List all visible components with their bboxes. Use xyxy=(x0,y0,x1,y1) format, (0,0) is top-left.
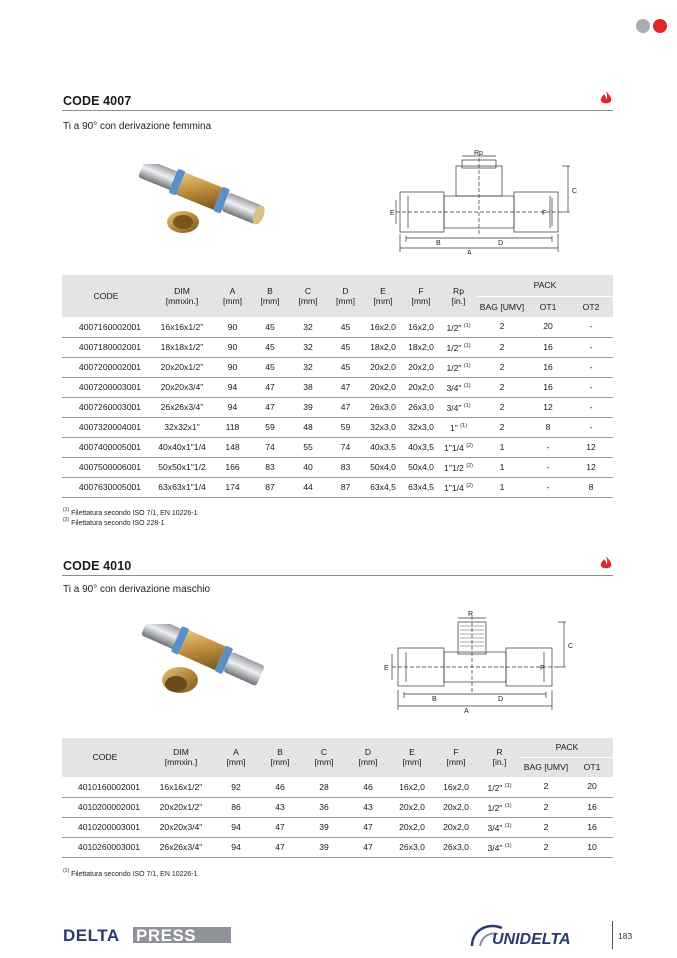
cell-d: 47 xyxy=(327,397,364,417)
cell-d: 87 xyxy=(327,477,364,497)
cell-thread: 1"1/4 $^{(2)}$ xyxy=(440,477,477,497)
svg-text:DELTA: DELTA xyxy=(63,926,120,944)
cell-code: 4007200003001 xyxy=(62,377,150,397)
dim-label-b: B xyxy=(436,240,441,247)
cell-dim: 26x26x3/4" xyxy=(148,837,214,857)
cell-ot2: - xyxy=(569,337,613,357)
footnote: $^{(2)}$ Filettatura secondo ISO 228-1 xyxy=(63,517,165,527)
cell-ot1: 20 xyxy=(527,317,569,337)
cell-d: 59 xyxy=(327,417,364,437)
cell-bag: 2 xyxy=(521,777,571,797)
cell-thread: 3/4" $^{(1)}$ xyxy=(440,397,477,417)
technical-drawing xyxy=(380,610,580,714)
section-title: CODE 4010 xyxy=(63,559,132,573)
cell-f: 16x2,0 xyxy=(434,777,478,797)
cell-e: 26x3,0 xyxy=(364,397,402,417)
dim-label-e: E xyxy=(384,665,389,672)
dim-label-f: F xyxy=(542,210,547,217)
cell-b: 45 xyxy=(251,337,289,357)
cell-code: 4007500006001 xyxy=(62,457,150,477)
cell-bag: 2 xyxy=(477,337,527,357)
col-header-f: F [mm] xyxy=(402,275,440,317)
col-header-c: C [mm] xyxy=(302,738,346,777)
cell-bag: 2 xyxy=(477,377,527,397)
cell-code: 4007200002001 xyxy=(62,357,150,377)
cell-dim: 63x63x1"1/4 xyxy=(150,477,214,497)
cell-a: 166 xyxy=(214,457,251,477)
cell-thread: 1"1/2 $^{(2)}$ xyxy=(440,457,477,477)
cell-bag: 2 xyxy=(477,357,527,377)
cell-e: 16x2,0 xyxy=(364,317,402,337)
cell-f: 63x4,5 xyxy=(402,477,440,497)
cell-d: 47 xyxy=(346,837,390,857)
cell-dim: 26x26x3/4" xyxy=(150,397,214,417)
cell-a: 148 xyxy=(214,437,251,457)
cell-a: 94 xyxy=(214,377,251,397)
cell-thread: 3/4" $^{(1)}$ xyxy=(478,837,521,857)
section-subtitle: Ti a 90° con derivazione maschio xyxy=(63,584,211,595)
cell-a: 90 xyxy=(214,357,251,377)
technical-drawing xyxy=(386,148,578,254)
cell-thread: 1/2" $^{(1)}$ xyxy=(440,317,477,337)
cell-ot2: - xyxy=(569,417,613,437)
cell-bag: 1 xyxy=(477,437,527,457)
cell-c: 28 xyxy=(302,777,346,797)
cell-a: 86 xyxy=(214,797,258,817)
col-header-b: B [mm] xyxy=(258,738,302,777)
dim-label-f: F xyxy=(540,665,545,672)
cell-code: 4010260003001 xyxy=(62,837,148,857)
col-header-ot1: OT1 xyxy=(527,296,569,317)
red-dot-icon xyxy=(653,19,667,33)
cell-d: 43 xyxy=(346,797,390,817)
svg-text:UNIDELTA: UNIDELTA xyxy=(492,931,571,948)
cell-code: 4007320004001 xyxy=(62,417,150,437)
cell-b: 59 xyxy=(251,417,289,437)
cell-b: 74 xyxy=(251,437,289,457)
cell-d: 47 xyxy=(327,377,364,397)
dim-label-c: C xyxy=(572,188,578,195)
cell-dim: 20x20x3/4" xyxy=(150,377,214,397)
cell-code: 4010160002001 xyxy=(62,777,148,797)
footnote: $^{(1)}$ Filettatura secondo ISO 7/1, EN 10226-1 xyxy=(63,868,198,878)
cell-code: 4010200002001 xyxy=(62,797,148,817)
dim-label-top: Rp xyxy=(474,150,483,157)
cell-e: 50x4,0 xyxy=(364,457,402,477)
cell-code: 4007260003001 xyxy=(62,397,150,417)
cell-ot2: 12 xyxy=(569,437,613,457)
cell-ot1: 16 xyxy=(527,337,569,357)
dim-label-a: A xyxy=(464,708,469,714)
col-header-ot1: OT1 xyxy=(571,757,613,777)
cell-f: 18x2,0 xyxy=(402,337,440,357)
cell-f: 50x4,0 xyxy=(402,457,440,477)
cell-e: 32x3,0 xyxy=(364,417,402,437)
cell-f: 20x2,0 xyxy=(434,817,478,837)
table-row xyxy=(62,817,613,837)
svg-text:PRESS: PRESS xyxy=(136,926,197,944)
table-row xyxy=(62,357,613,377)
col-header-e: E [mm] xyxy=(364,275,402,317)
cell-ot1: - xyxy=(527,457,569,477)
cell-b: 47 xyxy=(251,377,289,397)
cell-c: 55 xyxy=(289,437,327,457)
section-divider xyxy=(62,575,613,576)
deltapress-logo xyxy=(63,926,233,949)
dim-label-d: D xyxy=(498,696,504,703)
cell-bag: 2 xyxy=(477,317,527,337)
col-header-code: CODE xyxy=(62,738,148,777)
cell-dim: 20x20x1/2" xyxy=(148,797,214,817)
cell-ot1: 12 xyxy=(527,397,569,417)
cell-f: 20x2,0 xyxy=(402,357,440,377)
cell-ot2: 8 xyxy=(569,477,613,497)
cell-ot1: 8 xyxy=(527,417,569,437)
cell-a: 90 xyxy=(214,337,251,357)
cell-ot2: - xyxy=(569,317,613,337)
cell-e: 18x2,0 xyxy=(364,337,402,357)
dim-label-top: R xyxy=(468,611,474,618)
cell-d: 74 xyxy=(327,437,364,457)
cell-c: 44 xyxy=(289,477,327,497)
col-header-a: A [mm] xyxy=(214,738,258,777)
flame-icon xyxy=(600,91,612,105)
cell-thread: 1"1/4 $^{(2)}$ xyxy=(440,437,477,457)
col-header-pack: PACK xyxy=(521,738,613,757)
table-row xyxy=(62,437,613,457)
cell-bag: 2 xyxy=(521,817,571,837)
cell-thread: 1/2" $^{(1)}$ xyxy=(478,777,521,797)
cell-ot1: 10 xyxy=(571,837,613,857)
cell-b: 43 xyxy=(258,797,302,817)
cell-thread: 1/2" $^{(1)}$ xyxy=(440,337,477,357)
footer-divider xyxy=(612,921,613,949)
cell-e: 20x2,0 xyxy=(390,817,434,837)
col-header-thread: R [in.] xyxy=(478,738,521,777)
cell-b: 47 xyxy=(258,817,302,837)
cell-b: 45 xyxy=(251,357,289,377)
dim-label-c: C xyxy=(568,643,574,650)
cell-d: 46 xyxy=(346,777,390,797)
cell-f: 16x2,0 xyxy=(402,317,440,337)
table-row xyxy=(62,317,613,337)
product-photo xyxy=(130,624,275,699)
cell-ot2: - xyxy=(569,377,613,397)
cell-ot2: - xyxy=(569,397,613,417)
cell-b: 87 xyxy=(251,477,289,497)
col-header-ot2: OT2 xyxy=(569,296,613,317)
cell-ot1: - xyxy=(527,437,569,457)
cell-dim: 20x20x3/4" xyxy=(148,817,214,837)
col-header-code: CODE xyxy=(62,275,150,317)
table-row xyxy=(62,457,613,477)
unidelta-logo xyxy=(470,920,604,955)
page-number: 183 xyxy=(618,931,633,941)
table-row xyxy=(62,337,613,357)
cell-bag: 2 xyxy=(521,837,571,857)
section-title: CODE 4007 xyxy=(63,94,132,108)
cell-code: 4007400005001 xyxy=(62,437,150,457)
cell-d: 45 xyxy=(327,357,364,377)
section-divider xyxy=(62,110,613,111)
cell-thread: 1/2" $^{(1)}$ xyxy=(440,357,477,377)
col-header-bag: BAG [UMV] xyxy=(477,296,527,317)
cell-ot1: 16 xyxy=(571,817,613,837)
cell-f: 20x2,0 xyxy=(434,797,478,817)
cell-b: 83 xyxy=(251,457,289,477)
spec-table xyxy=(62,738,613,858)
table-row xyxy=(62,397,613,417)
table-row xyxy=(62,477,613,497)
col-header-b: B [mm] xyxy=(251,275,289,317)
cell-a: 90 xyxy=(214,317,251,337)
cell-f: 26x3,0 xyxy=(402,397,440,417)
table-row xyxy=(62,417,613,437)
cell-thread: 1" $^{(1)}$ xyxy=(440,417,477,437)
cell-a: 174 xyxy=(214,477,251,497)
cell-ot1: 20 xyxy=(571,777,613,797)
cell-d: 45 xyxy=(327,337,364,357)
cell-ot1: 16 xyxy=(527,357,569,377)
flame-icon xyxy=(600,556,612,570)
cell-c: 36 xyxy=(302,797,346,817)
col-header-dim: DIM [mmxin.] xyxy=(150,275,214,317)
cell-a: 92 xyxy=(214,777,258,797)
cell-c: 40 xyxy=(289,457,327,477)
cell-f: 26x3,0 xyxy=(434,837,478,857)
cell-bag: 1 xyxy=(477,477,527,497)
cell-b: 47 xyxy=(251,397,289,417)
dim-label-a: A xyxy=(467,250,472,254)
col-header-thread: Rp [in.] xyxy=(440,275,477,317)
cell-bag: 2 xyxy=(521,797,571,817)
dim-label-e: E xyxy=(390,210,395,217)
cell-a: 94 xyxy=(214,837,258,857)
col-header-dim: DIM [mmxin.] xyxy=(148,738,214,777)
table-row xyxy=(62,377,613,397)
cell-ot2: - xyxy=(569,357,613,377)
cell-c: 39 xyxy=(289,397,327,417)
col-header-f: F [mm] xyxy=(434,738,478,777)
cell-a: 118 xyxy=(214,417,251,437)
table-row xyxy=(62,837,613,857)
cell-thread: 1/2" $^{(1)}$ xyxy=(478,797,521,817)
cell-thread: 3/4" $^{(1)}$ xyxy=(478,817,521,837)
section-subtitle: Ti a 90° con derivazione femmina xyxy=(63,121,212,132)
cell-ot1: - xyxy=(527,477,569,497)
cell-c: 38 xyxy=(289,377,327,397)
product-photo xyxy=(128,164,273,236)
table-row xyxy=(62,797,613,817)
cell-code: 4007630005001 xyxy=(62,477,150,497)
cell-thread: 3/4" $^{(1)}$ xyxy=(440,377,477,397)
cell-bag: 2 xyxy=(477,417,527,437)
table-row xyxy=(62,777,613,797)
cell-dim: 20x20x1/2" xyxy=(150,357,214,377)
cell-dim: 16x16x1/2" xyxy=(150,317,214,337)
cell-bag: 1 xyxy=(477,457,527,477)
dim-label-b: B xyxy=(432,696,437,703)
cell-e: 26x3,0 xyxy=(390,837,434,857)
cell-b: 45 xyxy=(251,317,289,337)
cell-e: 40x3,5 xyxy=(364,437,402,457)
cell-e: 20x2,0 xyxy=(390,797,434,817)
cell-dim: 16x16x1/2" xyxy=(148,777,214,797)
cell-e: 20x2,0 xyxy=(364,377,402,397)
col-header-d: D [mm] xyxy=(346,738,390,777)
cell-dim: 18x18x1/2" xyxy=(150,337,214,357)
cell-code: 4007160002001 xyxy=(62,317,150,337)
cell-b: 47 xyxy=(258,837,302,857)
spec-table xyxy=(62,275,613,498)
cell-c: 32 xyxy=(289,317,327,337)
col-header-d: D [mm] xyxy=(327,275,364,317)
footnote: $^{(1)}$ Filettatura secondo ISO 7/1, EN 10226-1 xyxy=(63,507,198,517)
cell-f: 40x3,5 xyxy=(402,437,440,457)
grey-dot-icon xyxy=(636,19,650,33)
dim-label-d: D xyxy=(498,240,504,247)
cell-bag: 2 xyxy=(477,397,527,417)
cell-code: 4010200003001 xyxy=(62,817,148,837)
cell-code: 4007180002001 xyxy=(62,337,150,357)
cell-dim: 50x50x1"1/2 xyxy=(150,457,214,477)
cell-f: 32x3,0 xyxy=(402,417,440,437)
col-header-e: E [mm] xyxy=(390,738,434,777)
cell-f: 20x2,0 xyxy=(402,377,440,397)
cell-c: 32 xyxy=(289,337,327,357)
cell-ot1: 16 xyxy=(571,797,613,817)
cell-e: 63x4,5 xyxy=(364,477,402,497)
col-header-pack: PACK xyxy=(477,275,613,296)
cell-e: 20x2,0 xyxy=(364,357,402,377)
cell-c: 32 xyxy=(289,357,327,377)
cell-a: 94 xyxy=(214,397,251,417)
cell-d: 47 xyxy=(346,817,390,837)
cell-c: 39 xyxy=(302,817,346,837)
cell-c: 48 xyxy=(289,417,327,437)
cell-ot2: 12 xyxy=(569,457,613,477)
cell-c: 39 xyxy=(302,837,346,857)
cell-e: 16x2,0 xyxy=(390,777,434,797)
cell-d: 45 xyxy=(327,317,364,337)
cell-b: 46 xyxy=(258,777,302,797)
cell-ot1: 16 xyxy=(527,377,569,397)
col-header-a: A [mm] xyxy=(214,275,251,317)
col-header-c: C [mm] xyxy=(289,275,327,317)
cell-dim: 32x32x1" xyxy=(150,417,214,437)
cell-dim: 40x40x1"1/4 xyxy=(150,437,214,457)
cell-d: 83 xyxy=(327,457,364,477)
col-header-bag: BAG [UMV] xyxy=(521,757,571,777)
cell-a: 94 xyxy=(214,817,258,837)
